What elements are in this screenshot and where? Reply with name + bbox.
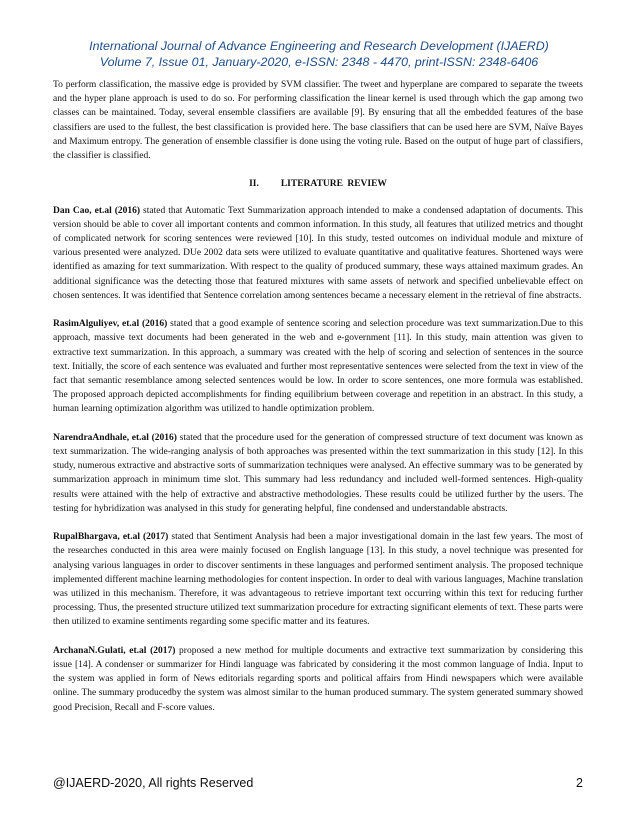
review-text: stated that Sentiment Analysis had been a major investigational domain in the last few years. The most of the researches conducted in this area were mainly focused on English language [13]. In this study, a novel technique was presented for analysing various languages in order to discover sentiments in these languages and performed sentiment analysis. The proposed technique implemented different machine learning methodologies for content inspection. In order to deal with various languages, Machine translation was utilized in this mechanism. Therefore, it was advantageous to retrieve important text occurring within this text for reducing further processing. Thus, the presented structure utilized text summarization procedure for extracting significant elements of text. These parts were then utilized to examine sentiments regarding some specific matter and its features.: [53, 532, 584, 628]
review-text: stated that the procedure used for the generation of compressed structure of text document was known as text summarization. The wide-ranging analysis of both approaches was presented within the text summarization in this study [12]. In this study, numerous extractive and abstractive sorts of summarization techniques were analysed. An effective summary was to be generated by summarization approach in minimum time slot. This summary had less redundancy and included well-formed sentences. High-quality results were attained with the help of extractive and abstractive methodologies. These results could be utilized further by the users. The testing for hybridization was analysed in this study for generating helpful, fine condensed and understandable abstracts.: [53, 432, 583, 514]
review-paragraph-cao: [53, 204, 583, 303]
review-author: Dan Cao, et.al (2016): [53, 205, 141, 216]
review-text: stated that Automatic Text Summarization approach intended to make a condensed adaptation of documents. This version should be able to cover all important contents and common information. In this study, all features that utilized metrics and thought of complicated network for scoring sentences were reviewed [10]. In this study, tested outcomes on individual module and mixture of various presented were analyzed. DUe 2002 data sets were utilized to evaluate quantitative and qualitative features. Shortened ways were identified as amazing for text summarization. With respect to the quality of produced summary, these ways attained maximum grades. An additional significance was the detecting those that featured mixtures with same assets of network and specified unbelievable effect on chosen sentences. It was identified that Sentence correlation among sentences became a necessary element in the retrieval of fine abstracts.: [53, 205, 583, 301]
review-author: RupalBhargava, et.al (2017): [53, 532, 169, 543]
review-author: ArchanaN.Gulati, et.al (2017): [53, 645, 176, 656]
review-paragraph-gulati: [53, 644, 583, 715]
review-text: proposed a new method for multiple documents and extractive text summarization by considering this issue [14]. A condenser or summarizer for Hindi language was fabricated by considering it the most common language of India. Input to the system was applied in form of News editorials regarding sports and political affairs from Hindi newspapers which were available online. The summary producedby the system was almost similar to the human produced summary. The system generated summary showed good Precision, Recall and F-score values.: [53, 645, 584, 713]
review-paragraph-bhargava: [53, 530, 583, 629]
copyright-notice: @IJAERD-2020, All rights Reserved: [53, 776, 254, 790]
journal-title-line: International Journal of Advance Engineering and Research Development (IJAERD): [89, 39, 549, 53]
review-text: stated that a good example of sentence scoring and selection procedure was text summarization.Due to this approach, massive text documents had been generated in the web and e-government [11]. In this study, main attention was given to extractive text summarization. In this approach, a summary was created with the help of scoring and selection of sentences in the source text. Initially, the score of each sentence was evaluated and further most representative sentences were selected from the text in view of the fact that semantic resemblance among selected sentences would be low. In order to score sentences, one more formula was established. The proposed approach depicted accomplishments for finding equilibrium between coverage and repetition in an abstract. In this study, a human learning optimization algorithm was utilized to handle optimization problem.: [53, 319, 583, 415]
journal-header: [0, 38, 638, 70]
page-content: [53, 78, 583, 729]
review-paragraph-alguliyev: [53, 317, 583, 416]
journal-volume-line: Volume 7, Issue 01, January-2020, e-ISSN: 2348 - 4470, print-ISSN: 2348-6406: [99, 55, 539, 69]
page-number: 2: [576, 776, 583, 790]
review-paragraph-andhale: [53, 431, 583, 516]
review-author: NarendraAndhale, et.al (2016): [53, 432, 177, 443]
review-author: RasimAlguliyev, et.al (2016): [53, 319, 168, 330]
intro-paragraph: To perform classification, the massive edge is provided by SVM classifier. The tweet and hyperplane are compared to separate the tweets and the hyper plane approach is used to do so. For performing classification the linear kernel is used through which the gap among two classes can be maintained. Today, several ensemble classifiers are available [9]. By ensuring that all the embedded features of the base classifiers are used to the fullest, the best classification is provided here. The base classifiers that can be used here are SVM, Naïve Bayes and Maximum entropy. The generation of ensemble classifier is done using the voting rule. Based on the output of huge part of classifiers, the classifier is classified.: [53, 80, 583, 162]
section-title: LITERATURE REVIEW: [280, 179, 387, 190]
section-heading: [53, 177, 583, 191]
section-number: II.: [249, 179, 259, 190]
